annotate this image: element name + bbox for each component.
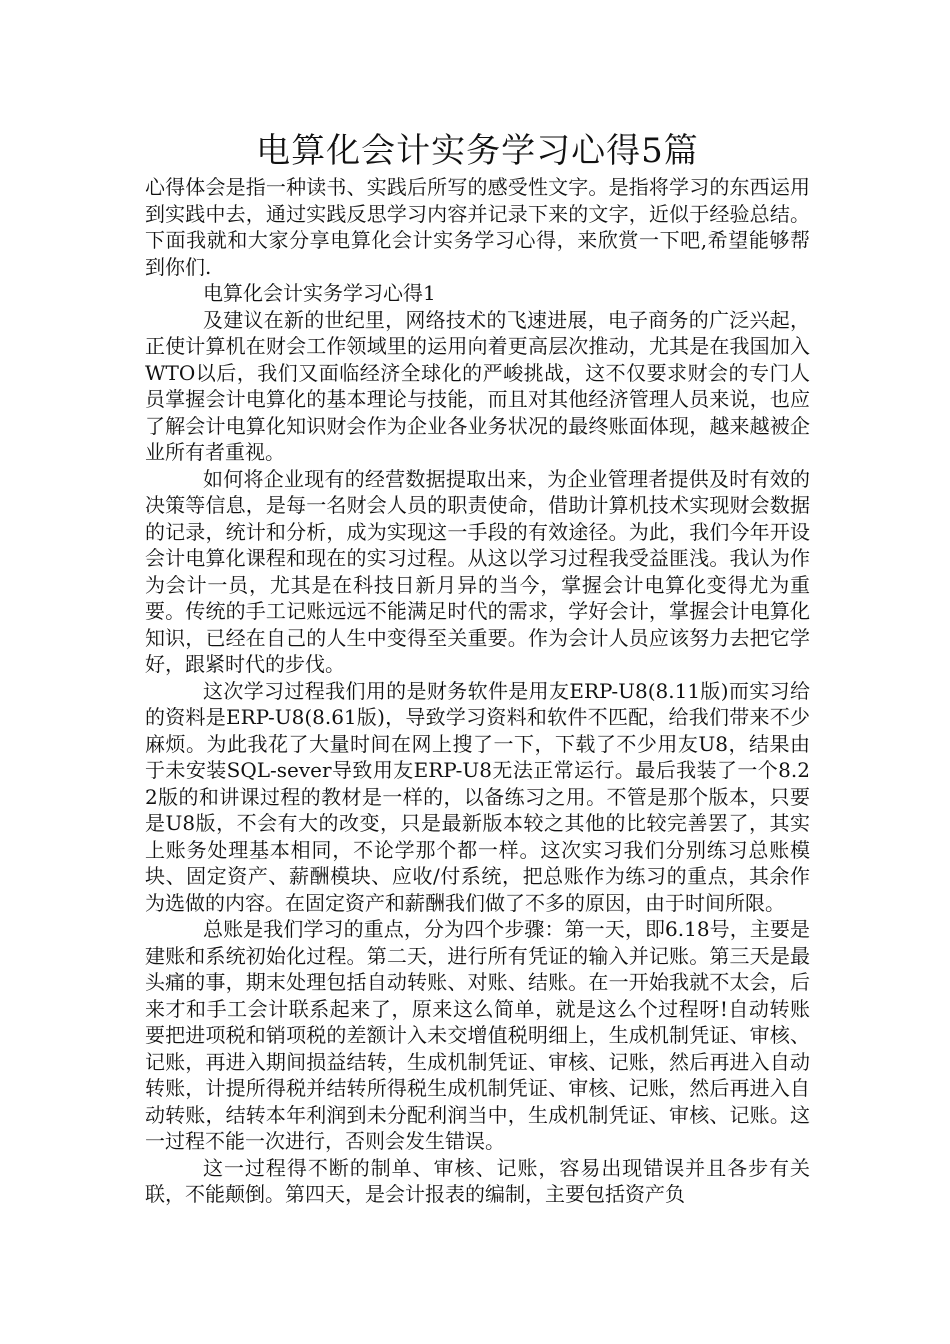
body-paragraph: 总账是我们学习的重点，分为四个步骤：第一天，即6.18号，主要是建账和系统初始化过程。第二天，进行所有凭证的输入并记账。第三天是最头痛的事，期末处理包括自动转账、对账、结账。在一开始我就不太会，后来才和手工会计联系起来了，原来这么简单，就是这么个过程呀!自动转账要把进项税和销项税的差额计入未交增值税明细上，生成机制凭证、审核、记账，再进入期间损益结转，生成机制凭证、审核、记账，然后再进入自动转账，计提所得税并结转所得税生成机制凭证、审核、记账，然后再进入自动转账，结转本年利润到未分配利润当中，生成机制凭证、审核、记账。这一过程不能一次进行，否则会发生错误。	[145, 917, 810, 1153]
body-paragraph: 这一过程得不断的制单、审核、记账，容易出现错误并且各步有关联，不能颠倒。第四天，是会计报表的编制，主要包括资产负	[145, 1155, 810, 1206]
body-paragraph: 如何将企业现有的经营数据提取出来，为企业管理者提供及时有效的决策等信息，是每一名财会人员的职责使命，借助计算机技术实现财会数据的记录，统计和分析，成为实现这一手段的有效途径。为此，我们今年开设会计电算化课程和现在的实习过程。从这以学习过程我受益匪浅。我认为作为会计一员，尤其是在科技日新月异的当今，掌握会计电算化变得尤为重要。传统的手工记账远远不能满足时代的需求，学好会计，掌握会计电算化知识，已经在自己的人生中变得至关重要。作为会计人员应该努力去把它学好，跟紧时代的步伐。	[145, 466, 810, 676]
section-heading: 电算化会计实务学习心得1	[203, 281, 436, 305]
body-paragraph: 及建议在新的世纪里，网络技术的飞速进展，电子商务的广泛兴起，正使计算机在财会工作领域里的运用向着更高层次推动，尤其是在我国加入WTO以后，我们又面临经济全球化的严峻挑战，这不仅要求财会的专门人员掌握会计电算化的基本理论与技能，而且对其他经济管理人员来说，也应了解会计电算化知识财会作为企业各业务状况的最终账面体现，越来越被企业所有者重视。	[145, 307, 810, 464]
document-title: 电算化会计实务学习心得5篇	[256, 131, 699, 171]
body-paragraph: 这次学习过程我们用的是财务软件是用友ERP-U8(8.11版)而实习给的资料是ERP-U8(8.61版)，导致学习资料和软件不匹配，给我们带来不少麻烦。为此我花了大量时间在网上搜了一下，下载了不少用友U8，结果由于未安装SQL-sever导致用友ERP-U8无法正常运行。最后我装了一个8.22版的和讲课过程的教材是一样的，以备练习之用。不管是那个版本，只要是U8版，不会有大的改变，只是最新版本较之其他的比较完善罢了，其实上账务处理基本相同，不论学那个都一样。这次实习我们分别练习总账模块、固定资产、薪酬模块、应收/付系统，把总账作为练习的重点，其余作为选做的内容。在固定资产和薪酬我们做了不多的原因，由于时间所限。	[145, 678, 810, 915]
document-body	[145, 128, 810, 1208]
intro-paragraph: 心得体会是指一种读书、实践后所写的感受性文字。是指将学习的东西运用到实践中去，通过实践反思学习内容并记录下来的文字，近似于经验总结。下面我就和大家分享电算化会计实务学习心得，来欣赏一下吧,希望能够帮到你们.	[145, 175, 810, 279]
